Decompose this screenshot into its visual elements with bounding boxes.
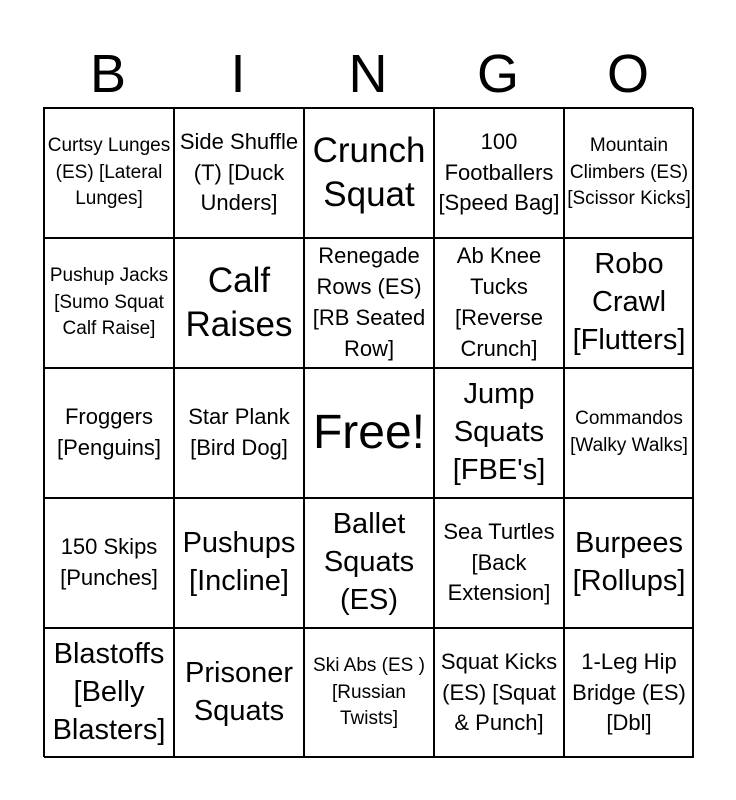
cell-text: Commandos [Walky Walks] xyxy=(570,408,688,456)
bingo-cell[interactable] xyxy=(304,498,434,628)
cell-text: Blastoffs [Belly Blasters] xyxy=(52,638,166,746)
cell-text: Side Shuffle (T) [Duck Unders] xyxy=(179,128,299,216)
bingo-cell[interactable] xyxy=(44,108,174,238)
bingo-cell[interactable] xyxy=(174,368,304,498)
cell-text: Ab Knee Tucks [Reverse Crunch] xyxy=(454,243,544,361)
cell-text: Pushup Jacks [Sumo Squat Calf Raise] xyxy=(49,265,169,340)
bingo-cell[interactable] xyxy=(564,108,694,238)
bingo-cell[interactable] xyxy=(174,628,304,758)
cell-text: Prisoner Squats xyxy=(185,657,293,727)
bingo-cell[interactable] xyxy=(434,238,564,368)
cell-text: Froggers [Penguins] xyxy=(57,404,161,460)
bingo-cell[interactable] xyxy=(434,368,564,498)
header-letter-o: O xyxy=(606,44,649,104)
cell-text: Mountain Climbers (ES) [Scissor Kicks] xyxy=(567,135,691,210)
bingo-board xyxy=(43,107,693,757)
cell-text: Squat Kicks (ES) [Squat & Punch] xyxy=(440,648,558,736)
bingo-cell[interactable] xyxy=(304,108,434,238)
header-letter-i: I xyxy=(230,44,246,104)
bingo-cell[interactable] xyxy=(174,498,304,628)
cell-text: Calf Raises xyxy=(185,261,293,344)
bingo-cell[interactable] xyxy=(564,238,694,368)
cell-text: Sea Turtles [Back Extension] xyxy=(443,518,555,606)
bingo-cell[interactable] xyxy=(174,238,304,368)
cell-text: Robo Crawl [Flutters] xyxy=(572,248,686,356)
header-letter-b: B xyxy=(89,44,127,104)
cell-text: Ski Abs (ES ) [Russian Twists] xyxy=(313,655,425,730)
bingo-cell[interactable] xyxy=(564,628,694,758)
bingo-header xyxy=(43,40,693,108)
header-letter-n: N xyxy=(348,44,388,104)
bingo-cell[interactable] xyxy=(434,108,564,238)
cell-text: Ballet Squats (ES) xyxy=(323,508,415,616)
bingo-cell[interactable] xyxy=(44,628,174,758)
free-space-text: Free! xyxy=(312,406,426,459)
bingo-cell[interactable] xyxy=(564,498,694,628)
cell-text: Jump Squats [FBE's] xyxy=(452,378,546,486)
bingo-cell[interactable] xyxy=(44,498,174,628)
bingo-cell[interactable] xyxy=(564,368,694,498)
bingo-cell[interactable] xyxy=(304,238,434,368)
bingo-cell[interactable] xyxy=(434,498,564,628)
free-space-cell[interactable] xyxy=(304,368,434,498)
cell-text: 1-Leg Hip Bridge (ES) [Dbl] xyxy=(572,648,686,736)
bingo-cell[interactable] xyxy=(174,108,304,238)
cell-text: Burpees [Rollups] xyxy=(572,527,686,597)
cell-text: Curtsy Lunges (ES) [Lateral Lunges] xyxy=(47,135,171,210)
cell-text: Renegade Rows (ES) [RB Seated Row] xyxy=(312,243,426,361)
bingo-cell[interactable] xyxy=(434,628,564,758)
bingo-cell[interactable] xyxy=(304,628,434,758)
cell-text: Star Plank [Bird Dog] xyxy=(188,404,290,460)
bingo-cell[interactable] xyxy=(44,368,174,498)
header-letter-g: G xyxy=(476,44,519,104)
cell-text: 150 Skips [Punches] xyxy=(60,534,158,590)
cell-text: 100 Footballers [Speed Bag] xyxy=(438,128,560,216)
bingo-cell[interactable] xyxy=(44,238,174,368)
cell-text: Pushups [Incline] xyxy=(182,527,296,597)
cell-text: Crunch Squat xyxy=(312,131,426,214)
